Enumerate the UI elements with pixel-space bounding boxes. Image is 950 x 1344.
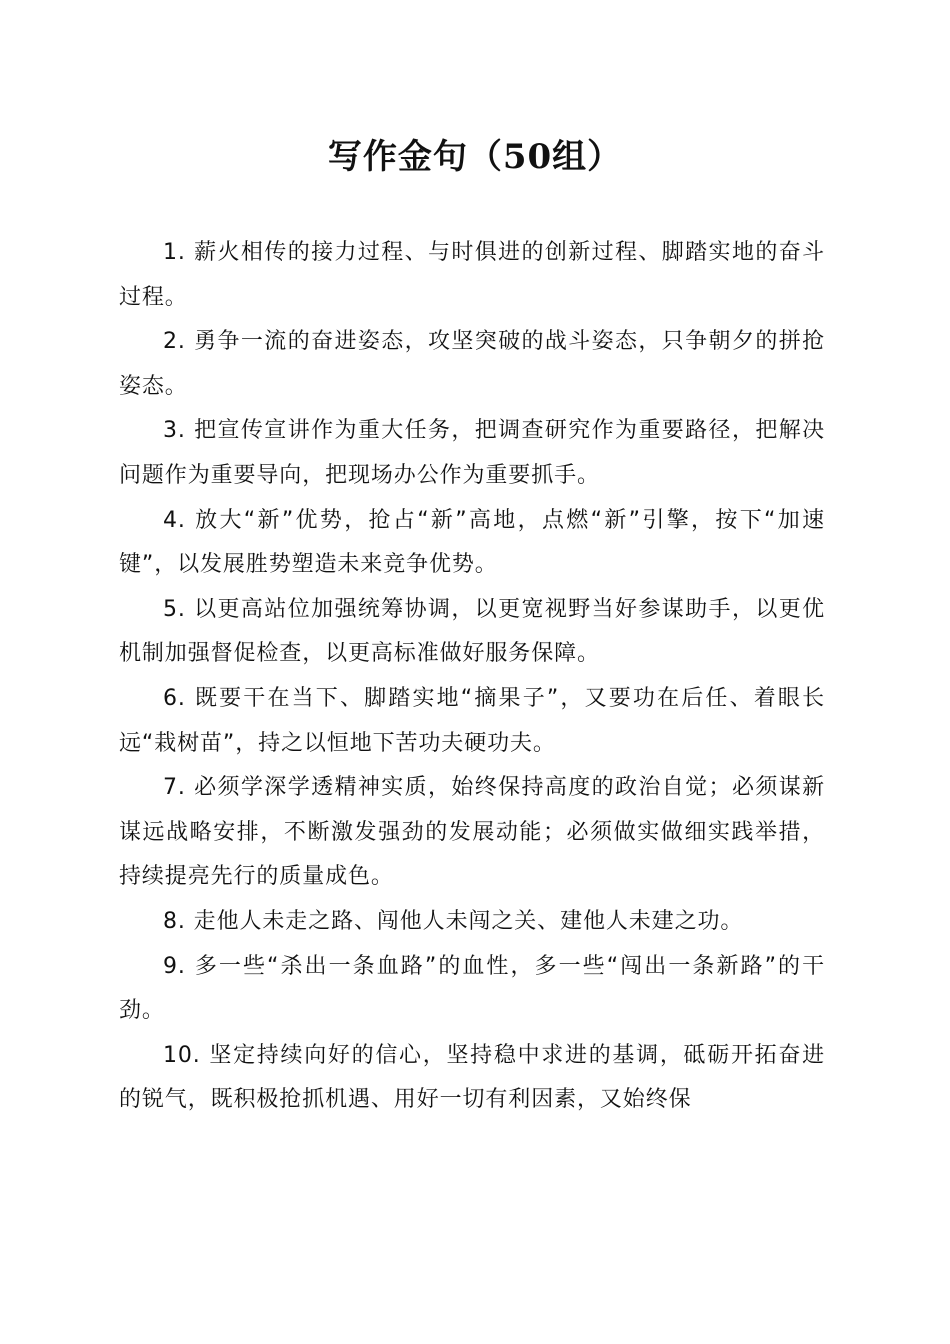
paragraph-10: 10. 坚定持续向好的信心，坚持稳中求进的基调，砥砺开拓奋进的锐气，既积极抢抓机遇、用好一切有利因素，又始终保 [119, 1042, 825, 1113]
paragraph-9: 9. 多一些“杀出一条血路”的血性，多一些“闯出一条新路”的干劲。 [119, 953, 825, 1024]
paragraph-7: 7. 必须学深学透精神实质，始终保持高度的政治自觉；必须谋新谋远战略安排，不断激发强劲的发展动能；必须做实做细实践举措，持续提亮先行的质量成色。 [119, 775, 825, 890]
paragraph-2: 2. 勇争一流的奋进姿态，攻坚突破的战斗姿态，只争朝夕的拼抢姿态。 [119, 329, 825, 399]
paragraph-6: 6. 既要干在当下、脚踏实地“摘果子”，又要功在后任、着眼长远“栽树苗”，持之以恒地下苦功夫硬功夫。 [119, 685, 825, 756]
paragraph-1: 1. 薪火相传的接力过程、与时俱进的创新过程、脚踏实地的奋斗过程。 [119, 240, 825, 310]
paragraph-3: 3. 把宣传宣讲作为重大任务，把调查研究作为重要路径，把解决问题作为重要导向，把现场办公作为重要抓手。 [119, 418, 825, 488]
paragraph-8: 8. 走他人未走之路、闯他人未闯之关、建他人未建之功。 [163, 908, 744, 934]
paragraph-4: 4. 放大“新”优势，抢占“新”高地，点燃“新”引擎，按下“加速键”，以发展胜势塑造未来竞争优势。 [119, 507, 825, 578]
paragraph-5: 5. 以更高站位加强统筹协调，以更宽视野当好参谋助手，以更优机制加强督促检查，以更高标准做好服务保障。 [119, 596, 825, 667]
document-title: 写作金句（50组） [327, 137, 623, 177]
document-body [119, 231, 825, 1123]
